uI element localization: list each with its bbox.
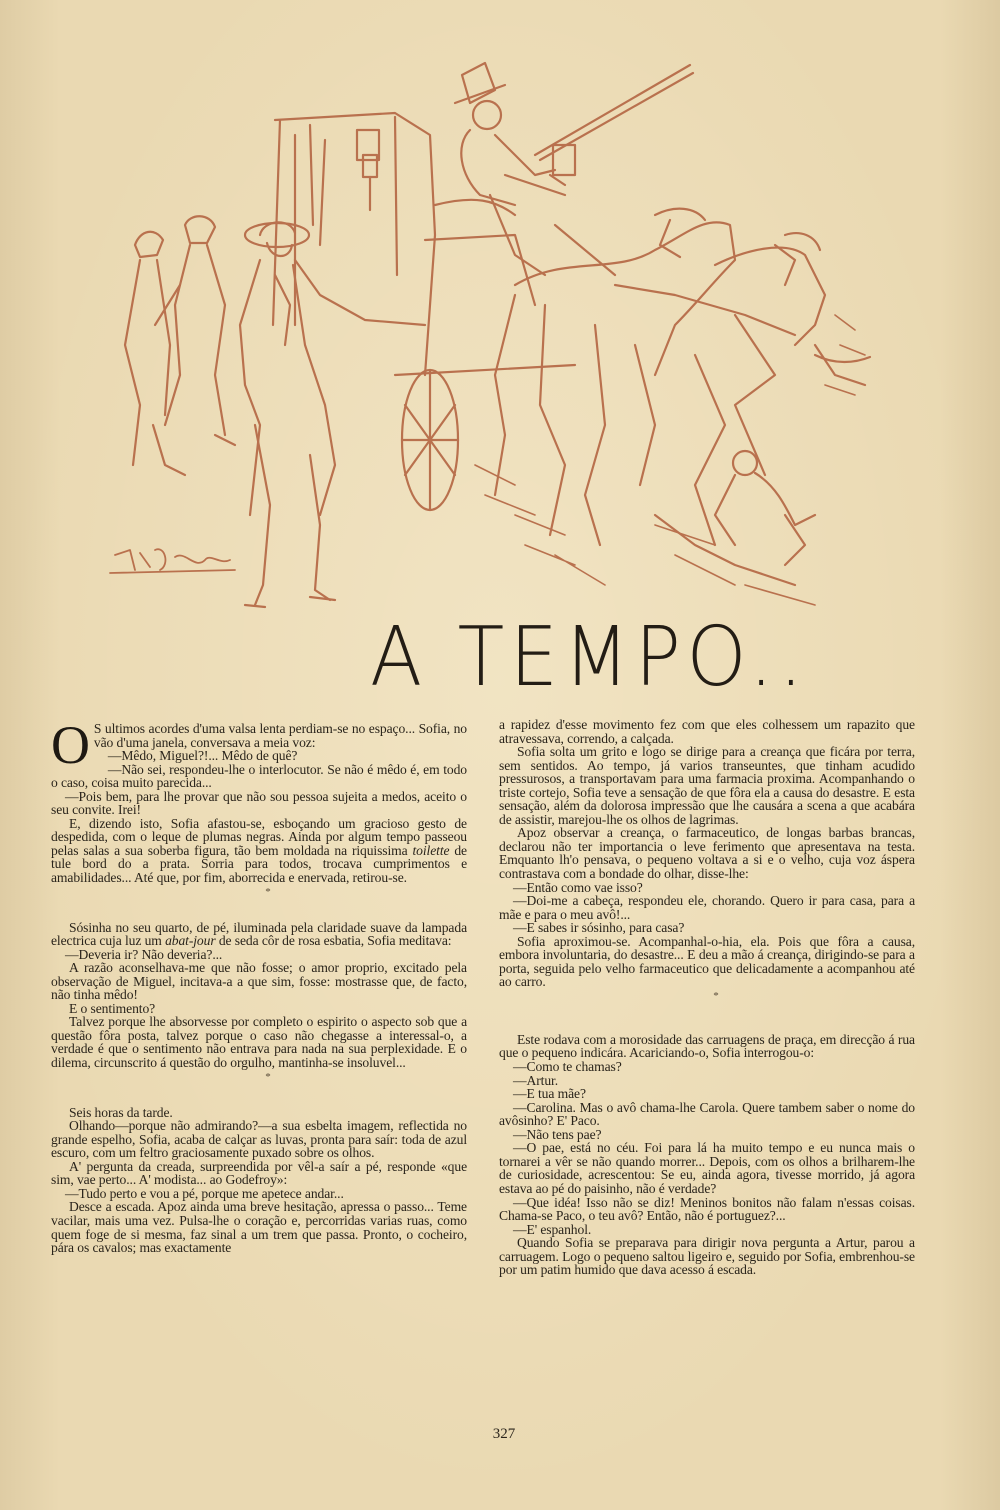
- paragraph: Sósinha no seu quarto, de pé, iluminada pela claridade suave da lampada electrica cuja luz um abat-jour de seda côr de rosa esbatia, Sofia meditava:: [51, 919, 467, 949]
- paragraph: —E' espanhol.: [513, 1221, 592, 1237]
- page-number: 327: [492, 1426, 516, 1442]
- paragraph: Sofia solta um grito e logo se dirige para a creança que ficára por terra, sem sentidos. Ao tempo, já varios transeuntes, que tinham acudido pressurosos, a transportavam para uma farmacia proxima. Acompanhando o triste cortejo, Sofia teve a sensação de que fôra ela a causa do desastre. E esta sensação, além da dolorosa impressão que lhe causára a scena a que acabára de assistir, marejou-lhe os olhos de lagrimas.: [499, 744, 915, 827]
- paragraph: A' pergunta da creada, surpreendida por vêl-a saír a pé, responde «que sim, vae perto... A' modista... ao Godefroy»:: [51, 1158, 467, 1188]
- paragraph: —E sabes ir sósinho, para casa?: [513, 920, 685, 936]
- right-column: [499, 718, 915, 1277]
- paragraph: Desce a escada. Apoz ainda uma breve hesitação, apressa o passo... Teme vacilar, mais uma vez. Pulsa-lhe o coração e, percorridas varias ruas, como quem foge de si mesma, faz sinal a um trem que passa. Pronto, o cocheiro, pára os cavalos; mas exactamente: [51, 1199, 467, 1256]
- paragraph: —Que idéa! Isso não se diz! Meninos bonitos não falam n'essas coisas. Chama-se Paco, o teu avô? Então, não é portuguez?...: [499, 1194, 915, 1224]
- paragraph: Talvez porque lhe absorvesse por completo o espirito o aspecto sob que a questão fôra posta, talvez porque o caso não chegasse a interessal-o, a verdade é que o sentimento não entrava para nada na sua perplexidade. E o dilema, circunscrito á questão do orgulho, mantinha-se insoluvel...: [51, 1014, 467, 1071]
- horses-drawing: [495, 209, 870, 545]
- paragraph: Apoz observar a creança, o farmaceutico, de longas barbas brancas, declarou não ter importancia o leve ferimento que apresentava na testa. Emquanto lh'o pensava, o pequeno voltava a si e o velho, cuja voz áspera contrastava com a bondade do olhar, disse-lhe:: [499, 825, 915, 882]
- section-separator: *: [713, 989, 719, 1002]
- paragraph: —Deveria ir? Não deveria?...: [65, 946, 223, 962]
- article-title: A TEMPO..: [370, 610, 809, 705]
- paragraph: —Então como vae isso?: [513, 879, 643, 895]
- section-separator: *: [265, 1070, 271, 1083]
- paragraph: Seis horas da tarde.: [69, 1104, 173, 1120]
- paragraph: —O pae, está no céu. Foi para lá ha muito tempo e eu nunca mais o tornarei a vêr se não quando morrer... Depois, com os olhos a brilharem-lhe de curiosidade, acrescentou: Se eu, ainda agora, tivesse morrido, já agora estava ao pé do paisinho, não é verdade?: [499, 1140, 915, 1196]
- fallen-boy-drawing: [655, 451, 815, 585]
- paragraph: Sofia aproximou-se. Acompanhal-o-hia, ela. Pois que fôra a causa, embora involuntaria, do desastre... E deu a mão á creança, dirigindo-se para a porta, seguida pelo velho farmaceutico que delicadamente a acompanhou até ao carro.: [499, 933, 915, 990]
- carriage-drawing: [273, 113, 575, 510]
- paragraph: E o sentimento?: [69, 1000, 156, 1016]
- paragraph: Olhando—porque não admirando?—a sua esbelta imagem, reflectida no grande espelho, Sofia, acaba de calçar as luvas, pronta para saír: toda de azul escuro, com um feltro graciosamente puxado sobre os olhos.: [51, 1118, 467, 1161]
- woman-drawing: [240, 222, 425, 607]
- paragraph: —Não sei, respondeu-lhe o interlocutor. Se não é mêdo é, em todo o caso, coisa muito parecida...: [51, 761, 467, 791]
- section-separator: *: [265, 885, 271, 898]
- paragraph: Quando Sofia se preparava para dirigir nova pergunta a Artur, parou a carruagem. Logo o pequeno saltou ligeiro e, seguido por Sofia, embrenhou-se por um patim humido que dava acesso á escada.: [499, 1235, 915, 1278]
- paragraph: Este rodava com a morosidade das carruagens de praça, em direcção á rua que o pequeno indicára. Acariciando-o, Sofia interrogou-o:: [499, 1031, 915, 1061]
- artist-signature: [110, 549, 235, 573]
- paragraph: —Artur.: [513, 1072, 558, 1088]
- paragraph: —E tua mãe?: [513, 1086, 586, 1102]
- paragraph: —Não tens pae?: [513, 1126, 602, 1142]
- paragraph: —Tudo perto e vou a pé, porque me apetece andar...: [65, 1185, 344, 1201]
- drop-cap: O: [51, 715, 90, 775]
- paragraph: O S ultimos acordes d'uma valsa lenta perdiam-se no espaço... Sofia, no vão d'uma janela, conversava a meia voz:: [51, 715, 467, 775]
- ground-shading: [475, 315, 865, 605]
- paragraph: a rapidez d'esse movimento fez com que eles colhessem um rapazito que atravessava, correndo, a calçada.: [499, 717, 915, 746]
- paragraph: —Carolina. Mas o avô chama-lhe Carola. Quere tambem saber o nome do avôsinho? E' Paco.: [499, 1099, 915, 1129]
- paragraph: E, dizendo isto, Sofia afastou-se, esboçando um gracioso gesto de despedida, com o leque de plumas negras. Ainda por algum tempo passeou pelas salas a sua soberba figura, tão bem moldada na riquissima toilette de tule bord do a prata. Sorria para todos, trocava cumprimentos e amabilidades... Até que, por fim, aborrecida e enervada, retirou-se.: [51, 815, 467, 886]
- paragraph: A razão aconselhava-me que não fosse; o amor proprio, excitado pela observação de Miguel, incitava-a a que sim, fosse: mostrasse que, de facto, não tinha mêdo!: [51, 960, 467, 1003]
- paragraph: —Como te chamas?: [513, 1059, 622, 1075]
- carriage-illustration: [95, 45, 885, 625]
- paragraph: —Pois bem, para lhe provar que não sou pessoa sujeita a medos, aceito o seu convite. Irei!: [51, 788, 467, 818]
- left-column: [51, 715, 467, 1256]
- men-drawing: [125, 216, 235, 475]
- paragraph: —Mêdo, Miguel?!... Mêdo de quê?: [107, 748, 298, 764]
- paragraph: —Doi-me a cabeça, respondeu ele, chorando. Quero ir para casa, para a mãe e para o meu avô!...: [499, 893, 915, 922]
